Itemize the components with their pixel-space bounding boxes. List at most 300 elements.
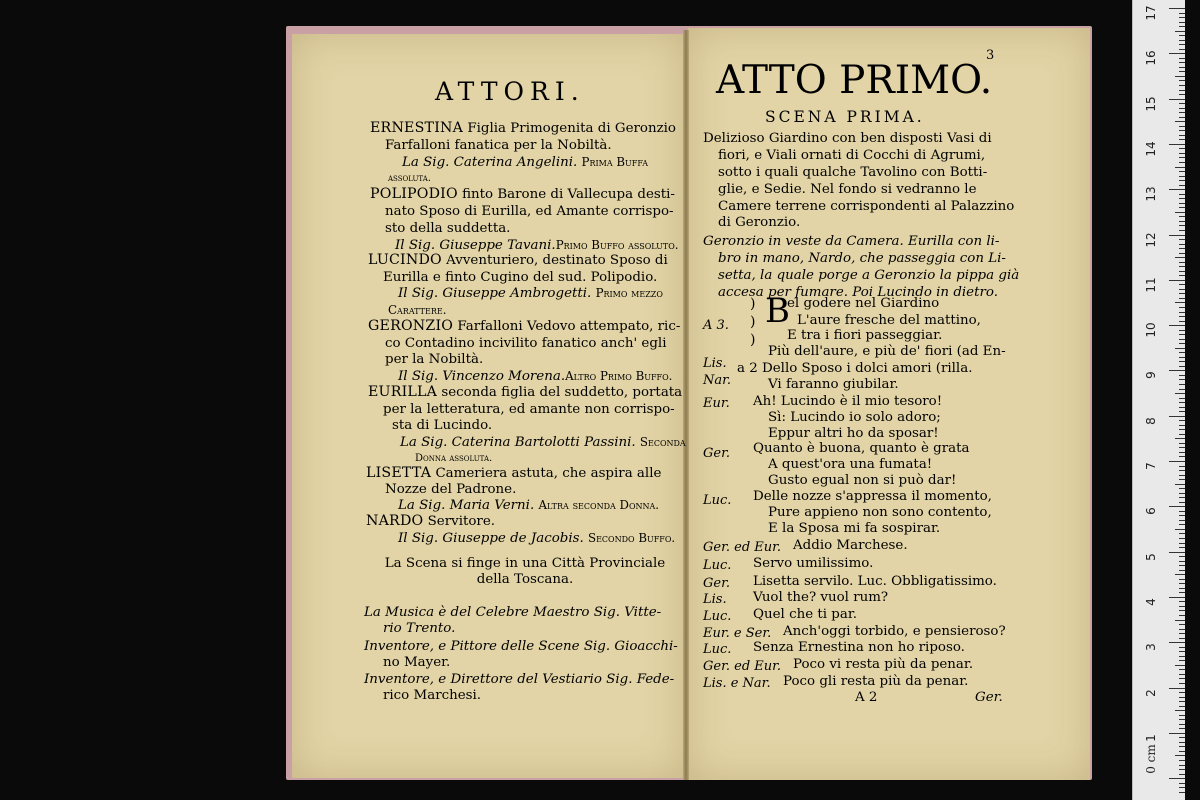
speaker-label: Ger. [703, 576, 730, 591]
actor-name: La Sig. Caterina Bartolotti Passini. [400, 435, 636, 450]
ruler-tick [1179, 40, 1185, 41]
actor-name: Il Sig. Vincenzo Morena. [398, 369, 566, 384]
ruler-tick [1179, 579, 1185, 580]
ruler-tick [1169, 597, 1185, 598]
role-type: Primo Buffo assoluto. [555, 238, 679, 252]
actor-name: La Sig. Maria Verni. [398, 498, 535, 513]
ruler-tick [1179, 724, 1185, 725]
dialogue-line: Quel che ti par. [753, 607, 858, 622]
cast-title: ATTORI. [435, 77, 585, 106]
character-name: ERNESTINA [370, 120, 464, 136]
ruler-tick [1179, 244, 1185, 245]
ruler-tick [1175, 393, 1185, 394]
character-desc: Servitore. [427, 514, 495, 529]
ruler-number: 5 [1144, 552, 1158, 561]
ruler-tick [1179, 588, 1185, 589]
ruler-tick [1179, 751, 1185, 752]
role-type: Carattere. [388, 303, 447, 317]
ruler-number: 17 [1144, 5, 1158, 21]
speaker-label: Eur. e Ser. [703, 626, 772, 641]
ruler-tick [1179, 556, 1185, 557]
credit-line: Inventore, e Direttore del Vestiario Sig. Fede- [364, 672, 675, 687]
ruler-tick [1179, 479, 1185, 480]
ruler-tick [1179, 638, 1185, 639]
dialogue-line: Pure appieno non sono contento, [768, 505, 992, 520]
ruler-tick [1179, 17, 1185, 18]
ruler-tick [1179, 162, 1185, 163]
ruler-tick [1179, 130, 1185, 131]
dialogue-line: el godere nel Giardino [787, 296, 940, 311]
ruler-tick [1175, 574, 1185, 575]
ruler-tick [1179, 112, 1185, 113]
ruler-tick [1179, 520, 1185, 521]
dialogue-line: Poco vi resta più da penar. [793, 657, 974, 672]
ruler-number: 16 [1144, 50, 1158, 66]
ruler-tick [1179, 565, 1185, 566]
ruler-number: 8 [1144, 416, 1158, 425]
ruler-tick [1179, 26, 1185, 27]
character-desc: Farfalloni fanatica per la Nobiltà. [385, 138, 612, 153]
ruler-tick [1179, 543, 1185, 544]
ruler-number: 14 [1144, 141, 1158, 157]
ruler-tick [1179, 742, 1185, 743]
ruler-tick [1179, 334, 1185, 335]
credit-line: Inventore, e Pittore delle Scene Sig. Gioacchi- [364, 639, 678, 654]
ruler-tick [1179, 49, 1185, 50]
act-title: ATTO PRIMO. [716, 58, 993, 103]
ruler-tick [1179, 312, 1185, 313]
speaker-label: Ger. [703, 446, 730, 461]
ruler-tick [1179, 316, 1185, 317]
ruler-tick [1179, 407, 1185, 408]
ruler-tick [1179, 420, 1185, 421]
ruler-tick [1169, 733, 1185, 734]
cast-actor-line [402, 154, 648, 171]
ruler-tick [1179, 502, 1185, 503]
cast-entry [368, 384, 682, 401]
ruler-tick [1179, 583, 1185, 584]
actor-name: Il Sig. Giuseppe Ambrogetti. [398, 286, 592, 301]
ruler-tick [1175, 348, 1185, 349]
brace-mark: ) [750, 332, 756, 348]
ruler-tick [1179, 225, 1185, 226]
speaker-label: A 3. [703, 318, 729, 333]
character-name: LISETTA [366, 465, 432, 481]
ruler-tick [1179, 85, 1185, 86]
character-name: EURILLA [368, 384, 438, 400]
ruler-tick [1179, 429, 1185, 430]
ruler-number: 15 [1144, 95, 1158, 112]
ruler-tick [1179, 384, 1185, 385]
dialogue-line: Più dell'aure, e più de' fiori (ad En- [768, 344, 1006, 359]
character-name: GERONZIO [368, 318, 454, 334]
ruler-tick [1175, 438, 1185, 439]
ruler-tick [1175, 31, 1185, 32]
ruler-tick [1169, 325, 1185, 326]
ruler-tick [1179, 71, 1185, 72]
cast-entry [368, 318, 680, 335]
role-type: Prima Buffa [581, 155, 648, 169]
dialogue-line: Vi faranno giubilar. [768, 377, 899, 392]
role-type: Altro Primo Buffo. [565, 369, 673, 383]
ruler-tick [1179, 660, 1185, 661]
ruler-tick [1169, 235, 1185, 236]
setting-line: della Toscana. [476, 572, 574, 587]
dialogue-line: a 2 Dello Sposo i dolci amori (rilla. [737, 361, 973, 376]
ruler-tick [1179, 135, 1185, 136]
character-name: POLIPODIO [370, 186, 458, 202]
ruler-tick [1169, 99, 1185, 100]
character-desc: sta di Lucindo. [392, 418, 493, 433]
ruler-tick [1179, 615, 1185, 616]
dialogue-line: Gusto egual non si può dar! [768, 473, 957, 488]
character-desc: sto della suddetta. [385, 221, 511, 236]
ruler-tick [1169, 688, 1185, 689]
ruler-tick [1179, 515, 1185, 516]
cast-entry [370, 186, 675, 203]
stage-direction: bro in mano, Nardo, che passeggia con Li- [718, 251, 1006, 266]
ruler-tick [1179, 411, 1185, 412]
ruler-tick [1169, 189, 1185, 190]
ruler-tick [1179, 198, 1185, 199]
ruler-tick [1169, 144, 1185, 145]
character-desc: Eurilla e finto Cugino del sud. Polipodio. [383, 270, 658, 285]
ruler-tick [1179, 774, 1185, 775]
ruler-tick [1179, 339, 1185, 340]
dialogue-line: Servo umilissimo. [753, 556, 874, 571]
ruler-tick [1179, 610, 1185, 611]
setting-line: fiori, e Viali ornati di Cocchi di Agrumi, [718, 148, 986, 163]
ruler-tick [1179, 769, 1185, 770]
ruler-tick [1179, 434, 1185, 435]
ruler-tick [1179, 456, 1185, 457]
ruler-tick [1179, 787, 1185, 788]
ruler-tick [1179, 176, 1185, 177]
ruler-tick [1179, 719, 1185, 720]
ruler-number: 1 [1144, 733, 1158, 742]
ruler-tick [1175, 755, 1185, 756]
setting-line: La Scena si finge in una Città Provinciale [384, 556, 666, 571]
dialogue-line: Sì: Lucindo io solo adoro; [768, 410, 941, 425]
credit-line: rico Marchesi. [383, 688, 482, 703]
role-type: Donna assoluta. [415, 453, 493, 464]
ruler-tick [1179, 443, 1185, 444]
catchword: Ger. [975, 690, 1003, 705]
ruler-tick [1179, 425, 1185, 426]
ruler-tick [1169, 53, 1185, 54]
dialogue-line: Quanto è buona, quanto è grata [753, 441, 970, 456]
ruler-tick [1179, 697, 1185, 698]
character-desc: Cameriera astuta, che aspira alle [435, 466, 662, 481]
ruler-tick [1169, 8, 1185, 9]
ruler-number: 9 [1144, 371, 1158, 380]
ruler-tick [1179, 706, 1185, 707]
ruler-tick [1179, 62, 1185, 63]
dialogue-line: Addio Marchese. [793, 538, 908, 553]
ruler-tick [1179, 271, 1185, 272]
ruler-tick [1179, 352, 1185, 353]
ruler-tick [1179, 674, 1185, 675]
ruler-tick [1179, 22, 1185, 23]
ruler-tick [1179, 266, 1185, 267]
speaker-label: Ger. ed Eur. [703, 659, 782, 674]
ruler-tick [1175, 121, 1185, 122]
ruler-tick [1179, 389, 1185, 390]
ruler-tick [1179, 44, 1185, 45]
ruler-tick [1179, 361, 1185, 362]
ruler-number: 6 [1144, 507, 1158, 516]
dialogue-line: E la Sposa mi fa sospirar. [768, 521, 941, 536]
ruler-tick [1179, 728, 1185, 729]
stage-direction: accesa per fumare. Poi Lucindo in dietro. [718, 285, 998, 300]
speaker-label: Luc. [703, 493, 732, 508]
cast-entry [366, 465, 661, 482]
ruler-tick [1179, 139, 1185, 140]
ruler-tick [1179, 117, 1185, 118]
speaker-label: Lis. [703, 592, 727, 607]
role-type: Primo mezzo [595, 286, 663, 300]
ruler-tick [1175, 167, 1185, 168]
ruler-tick [1179, 13, 1185, 14]
ruler-tick [1179, 357, 1185, 358]
character-desc: Nozze del Padrone. [385, 482, 517, 497]
character-desc: finto Barone di Vallecupa desti- [462, 187, 675, 202]
ruler-tick [1175, 484, 1185, 485]
character-desc: Avventuriero, destinato Sposo di [446, 253, 668, 268]
ruler-tick [1179, 194, 1185, 195]
scene-title: SCENA PRIMA. [765, 108, 925, 126]
ruler-tick [1169, 461, 1185, 462]
dialogue-line: Lisetta servilo. Luc. Obbligatissimo. [753, 574, 997, 589]
credit-line: La Musica è del Celebre Maestro Sig. Vitte- [364, 605, 662, 620]
ruler-tick [1179, 470, 1185, 471]
ruler-tick [1175, 76, 1185, 77]
ruler-tick [1179, 90, 1185, 91]
ruler-tick [1179, 330, 1185, 331]
ruler-number: 2 [1144, 688, 1158, 697]
ruler-tick [1179, 103, 1185, 104]
ruler-tick [1179, 284, 1185, 285]
ruler-tick [1179, 239, 1185, 240]
speaker-label: Ger. ed Eur. [703, 540, 782, 555]
ruler-tick [1179, 683, 1185, 684]
speaker-label: Nar. [703, 373, 732, 388]
ruler-tick [1179, 343, 1185, 344]
setting-line: di Geronzio. [718, 215, 801, 230]
ruler-tick [1169, 370, 1185, 371]
character-desc: per la Nobiltà. [385, 352, 484, 367]
ruler-tick [1179, 402, 1185, 403]
ruler-tick [1179, 67, 1185, 68]
ruler-tick [1179, 475, 1185, 476]
ruler-tick [1179, 221, 1185, 222]
ruler-tick [1179, 570, 1185, 571]
ruler-tick [1179, 624, 1185, 625]
ruler-tick [1179, 488, 1185, 489]
ruler-tick [1179, 737, 1185, 738]
ruler-tick [1179, 538, 1185, 539]
ruler-tick [1175, 529, 1185, 530]
ruler-tick [1179, 148, 1185, 149]
ruler-tick [1179, 601, 1185, 602]
signature-mark: A 2 [855, 690, 878, 705]
ruler-tick [1179, 493, 1185, 494]
ruler-tick [1179, 366, 1185, 367]
dialogue-line: Delle nozze s'appressa il momento, [753, 489, 992, 504]
ruler-tick [1179, 746, 1185, 747]
ruler-tick [1179, 651, 1185, 652]
setting-line: Delizioso Giardino con ben disposti Vasi di [703, 131, 992, 146]
character-desc: Figlia Primogenita di Geronzio [467, 121, 676, 136]
ruler-tick [1175, 665, 1185, 666]
ruler-tick [1179, 547, 1185, 548]
character-desc: nato Sposo di Eurilla, ed Amante corrispo- [385, 204, 674, 219]
ruler-number: 3 [1144, 643, 1158, 652]
role-type: Altra seconda Donna. [538, 498, 660, 512]
ruler-tick [1179, 452, 1185, 453]
dialogue-line: Anch'oggi torbido, e pensieroso? [783, 624, 1006, 639]
ruler-tick [1179, 58, 1185, 59]
book-gutter [683, 30, 689, 780]
role-type: assoluta. [388, 173, 431, 184]
cast-actor-line [400, 434, 686, 451]
actor-name: La Sig. Caterina Angelini. [402, 155, 578, 170]
ruler-tick [1179, 153, 1185, 154]
ruler-tick [1179, 248, 1185, 249]
ruler-tick [1179, 126, 1185, 127]
ruler-tick [1179, 398, 1185, 399]
ruler-tick [1179, 262, 1185, 263]
credit-line: no Mayer. [383, 655, 451, 670]
ruler-number: 10 [1144, 322, 1158, 338]
role-type: Secondo Buffo. [588, 531, 676, 545]
ruler-number: 12 [1144, 231, 1158, 248]
ruler-tick [1179, 524, 1185, 525]
dialogue-line: Poco gli resta più da penar. [783, 674, 969, 689]
ruler-tick [1179, 293, 1185, 294]
ruler-tick [1179, 307, 1185, 308]
ruler-tick [1175, 212, 1185, 213]
dialogue-line: A quest'ora una fumata! [768, 457, 933, 472]
role-type: Seconda [639, 435, 686, 449]
ruler-unit-label: 0 cm [1143, 744, 1158, 774]
ruler-number: 11 [1144, 277, 1158, 293]
ruler-number: 7 [1144, 462, 1158, 470]
ruler-tick [1179, 447, 1185, 448]
ruler-tick [1175, 257, 1185, 258]
ruler-tick [1179, 80, 1185, 81]
ruler-tick [1179, 298, 1185, 299]
ruler-tick [1179, 207, 1185, 208]
speaker-label: Eur. [703, 396, 730, 411]
character-desc: Farfalloni Vedovo attempato, ric- [457, 319, 681, 334]
ruler-tick [1179, 533, 1185, 534]
actor-name: Il Sig. Giuseppe Tavani. [395, 238, 556, 253]
ruler-tick [1179, 216, 1185, 217]
ruler-number: 4 [1144, 598, 1158, 606]
ruler-tick [1179, 592, 1185, 593]
speaker-label: Lis. e Nar. [703, 676, 771, 691]
ruler-tick [1179, 629, 1185, 630]
speaker-label: Lis. [703, 356, 727, 371]
brace-mark: ) [750, 314, 756, 330]
ruler-tick [1179, 765, 1185, 766]
ruler-tick [1179, 783, 1185, 784]
ruler-tick [1179, 180, 1185, 181]
character-desc: per la letteratura, ed amante non corrispo- [383, 402, 675, 417]
dialogue-line: Ah! Lucindo è il mio tesoro! [753, 394, 943, 409]
cast-actor-line [398, 368, 672, 385]
ruler-tick [1179, 375, 1185, 376]
cast-actor-line [398, 530, 675, 547]
ruler-tick [1169, 416, 1185, 417]
ruler-tick [1179, 497, 1185, 498]
drop-cap: B [765, 291, 790, 331]
ruler-tick [1169, 506, 1185, 507]
speaker-label: Luc. [703, 558, 732, 573]
ruler-tick [1179, 633, 1185, 634]
ruler-tick [1169, 778, 1185, 779]
stage-direction: Geronzio in veste da Camera. Eurilla con li- [703, 234, 1000, 249]
ruler-tick [1169, 642, 1185, 643]
ruler-tick [1179, 203, 1185, 204]
ruler-tick [1175, 302, 1185, 303]
ruler-tick [1175, 710, 1185, 711]
dialogue-line: Eppur altri ho da sposar! [768, 426, 939, 441]
ruler-tick [1179, 669, 1185, 670]
ruler-tick [1179, 792, 1185, 793]
ruler-tick [1179, 561, 1185, 562]
ruler-tick [1179, 230, 1185, 231]
speaker-label: Luc. [703, 642, 732, 657]
ruler-tick [1179, 289, 1185, 290]
ruler-tick [1179, 511, 1185, 512]
ruler-tick [1179, 606, 1185, 607]
ruler-tick [1179, 760, 1185, 761]
dialogue-line: Senza Ernestina non ho riposo. [753, 640, 965, 655]
cast-entry [366, 513, 495, 530]
dialogue-line: L'aure fresche del mattino, [797, 313, 981, 328]
ruler-tick [1179, 108, 1185, 109]
cast-actor-line [398, 497, 659, 514]
ruler-tick [1179, 171, 1185, 172]
setting-line: Camere terrene corrispondenti al Palazzino [718, 199, 1015, 214]
ruler-number: 13 [1144, 186, 1158, 202]
cast-entry [370, 120, 676, 137]
setting-line: sotto i quali qualche Tavolino con Botti- [718, 165, 988, 180]
dialogue-line: Vuol the? vuol rum? [753, 590, 889, 605]
ruler-tick [1175, 620, 1185, 621]
ruler-tick [1179, 157, 1185, 158]
brace-mark: ) [750, 296, 756, 312]
measuring-ruler [1132, 0, 1185, 800]
page-number: 3 [986, 48, 995, 63]
ruler-tick [1179, 656, 1185, 657]
ruler-tick [1179, 35, 1185, 36]
ruler-tick [1179, 94, 1185, 95]
cast-actor-line [398, 285, 663, 302]
ruler-tick [1179, 379, 1185, 380]
stage-direction: setta, la quale porge a Geronzio la pippa già [718, 268, 1020, 283]
ruler-tick [1179, 715, 1185, 716]
ruler-tick [1179, 275, 1185, 276]
character-name: NARDO [366, 513, 424, 529]
ruler-tick [1179, 466, 1185, 467]
ruler-tick [1179, 678, 1185, 679]
character-desc: seconda figlia del suddetto, portata [441, 385, 683, 400]
ruler-tick [1179, 647, 1185, 648]
ruler-tick [1169, 552, 1185, 553]
